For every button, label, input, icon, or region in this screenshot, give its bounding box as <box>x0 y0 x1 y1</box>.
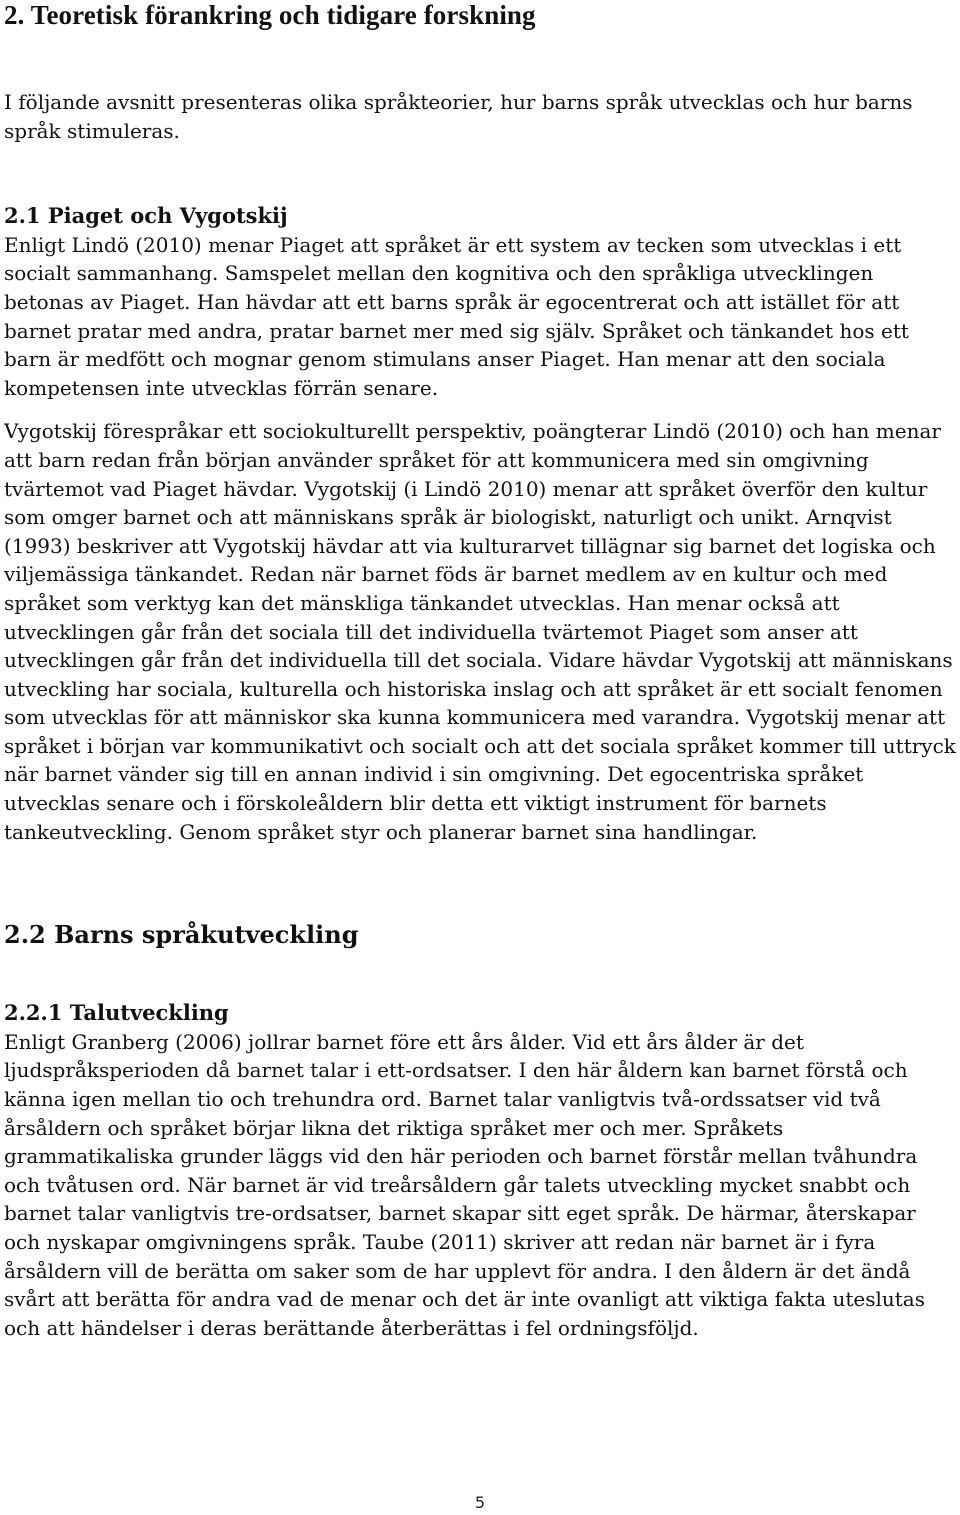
section-heading-2-1: 2.1 Piaget och Vygotskij <box>4 203 288 229</box>
section-2-1 <box>4 202 956 846</box>
section-2-2-1-paragraph-1: Enligt Granberg (2006) jollrar barnet före ett års ålder. Vid ett års ålder är det ljudspråksperioden då barnet talar i ett-ordsatser. I den här åldern kan barnet förstå och känna igen mellan tio och trehundra ord. Barnet talar vanligtvis två-ordssatser vid två årsåldern och språket börjar likna det riktiga språket mer och mer. Språkets grammatikaliska grunder läggs vid den här perioden och barnet förstår mellan tvåhundra och tvåtusen ord. När barnet är vid treårsåldern går talets utveckling mycket snabbt och barnet talar vanligtvis tre-ordsatser, barnet skapar sitt eget språk. De härmar, återskapar och nyskapar omgivningens språk. Taube (2011) skriver att redan när barnet är i fyra årsåldern vill de berätta om saker som de har upplevt för andra. I den åldern är det ändå svårt att berätta för andra vad de menar och det är inte ovanligt att viktiga fakta uteslutas och att händelser i deras berättande återberättas i fel ordningsföljd. <box>4 1029 925 1340</box>
section-heading-2-2: 2.2 Barns språkutveckling <box>4 920 359 950</box>
intro-paragraph: I följande avsnitt presenteras olika språkteorier, hur barns språk utvecklas och hur barns språk stimuleras. <box>4 90 913 143</box>
chapter-heading: 2. Teoretisk förankring och tidigare forskning <box>4 0 536 30</box>
section-heading-2-2-1: 2.2.1 Talutveckling <box>4 1000 229 1026</box>
document-page <box>4 0 956 1342</box>
section-2-2 <box>4 920 956 950</box>
section-2-2-1 <box>4 999 956 1342</box>
section-2-1-paragraph-1: Enligt Lindö (2010) menar Piaget att språket är ett system av tecken som utvecklas i ett socialt sammanhang. Samspelet mellan den kognitiva och den språkliga utvecklingen betonas av Piaget. Han hävdar att ett barns språk är egocentrerat och att istället för att barnet pratar med andra, pratar barnet mer med sig själv. Språket och tänkandet hos ett barn är medfött och mognar genom stimulans anser Piaget. Han menar att den sociala kompetensen inte utvecklas förrän senare. <box>4 232 909 400</box>
page-number: 5 <box>474 1493 486 1512</box>
section-2-1-paragraph-2: Vygotskij förespråkar ett sociokulturellt perspektiv, poängterar Lindö (2010) och han menar att barn redan från början använder språket för att kommunicera med sin omgivning tvärtemot vad Piaget hävdar. Vygotskij (i Lindö 2010) menar att språket överför den kultur som omger barnet och att människans språk är biologiskt, naturligt och unikt. Arnqvist (1993) beskriver att Vygotskij hävdar att via kulturarvet tillägnar sig barnet det logiska och viljemässiga tänkandet. Redan när barnet föds är barnet medlem av en kultur och med språket som verktyg kan det mänskliga tänkandet utvecklas. Han menar också att utvecklingen går från det sociala till det individuella tvärtemot Piaget som anser att utvecklingen går från det individuella till det sociala. Vidare hävdar Vygotskij att människans utveckling har sociala, kulturella och historiska inslag och att språket är ett socialt fenomen som utvecklas för att människor ska kunna kommunicera med varandra. Vygotskij menar att språket i början var kommunikativt och socialt och att det sociala språket kommer till uttryck när barnet vänder sig till en annan individ i sin omgivning. Det egocentriska språket utvecklas senare och i förskoleåldern blir detta ett viktigt instrument för barnets tankeutveckling. Genom språket styr och planerar barnet sina handlingar. <box>4 419 956 844</box>
